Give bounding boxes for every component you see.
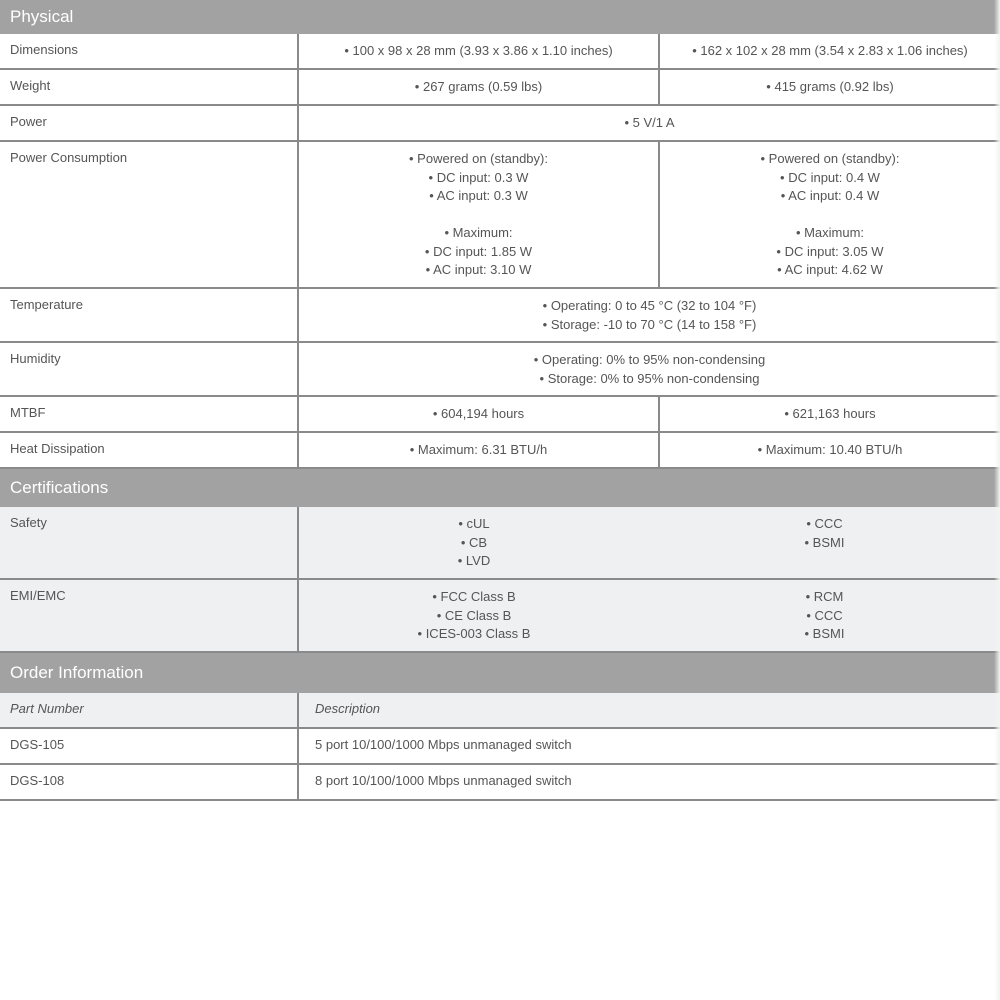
safety-b-line: • BSMI	[804, 534, 845, 550]
pc-b-line: • Maximum:	[795, 225, 865, 240]
pc-b-line: • DC input: 3.05 W	[776, 243, 884, 259]
power-consumption-b	[660, 142, 1000, 287]
temperature-line: • Operating: 0 to 45 °C (32 to 104 °F)	[542, 298, 757, 313]
emi-b-line: • BSMI	[804, 626, 845, 641]
power-row	[0, 106, 1000, 142]
order-title: Order Information	[10, 663, 144, 682]
humidity-label: Humidity	[0, 343, 299, 395]
pc-a-gap	[299, 206, 658, 225]
dimensions-row	[0, 34, 1000, 70]
pc-b-line: • AC input: 4.62 W	[777, 262, 883, 277]
power-consumption-a	[299, 142, 660, 287]
certifications-header	[0, 467, 1000, 507]
pc-a-line: • DC input: 1.85 W	[424, 243, 533, 259]
part-number: DGS-105	[0, 729, 299, 763]
heat-value-a: • Maximum: 6.31 BTU/h	[299, 433, 660, 467]
dimensions-value-b: • 162 x 102 x 28 mm (3.54 x 2.83 x 1.06 inches)	[692, 43, 968, 58]
dimensions-value-a: • 100 x 98 x 28 mm (3.93 x 3.86 x 1.10 inches)	[299, 34, 660, 68]
order-column-header	[0, 693, 1000, 729]
emi-a-line: • CE Class B	[436, 607, 512, 623]
heat-value-b: • Maximum: 10.40 BTU/h	[757, 442, 903, 457]
pc-b-line: • AC input: 0.4 W	[780, 188, 880, 203]
temperature-label: Temperature	[0, 289, 299, 341]
mtbf-row	[0, 397, 1000, 433]
pc-b-line: • Powered on (standby):	[760, 151, 900, 166]
physical-title: Physical	[10, 7, 74, 26]
safety-row	[0, 507, 1000, 580]
safety-a-line: • cUL	[458, 516, 490, 531]
physical-header	[0, 0, 1000, 34]
safety-a-line: • CB	[460, 534, 488, 550]
pc-a-line: • Powered on (standby):	[409, 151, 548, 166]
pc-b-line: • DC input: 0.4 W	[780, 169, 880, 185]
power-value: • 5 V/1 A	[624, 115, 675, 130]
emi-row	[0, 580, 1000, 653]
emi-b-line: • CCC	[806, 607, 843, 623]
pc-b-gap	[660, 206, 1000, 225]
part-description: 5 port 10/100/1000 Mbps unmanaged switch	[315, 737, 572, 752]
mtbf-value-a: • 604,194 hours	[299, 397, 660, 431]
safety-label: Safety	[0, 507, 299, 578]
safety-value-b	[649, 507, 1000, 578]
humidity-value	[299, 343, 1000, 395]
order-header	[0, 653, 1000, 693]
safety-b-line: • CCC	[806, 516, 843, 531]
dimensions-label: Dimensions	[0, 34, 299, 68]
safety-value-a	[299, 507, 649, 578]
emi-value-a	[299, 580, 649, 651]
description-heading: Description	[315, 701, 381, 716]
order-row	[0, 729, 1000, 765]
mtbf-label: MTBF	[0, 397, 299, 431]
heat-label: Heat Dissipation	[0, 433, 299, 467]
part-description: 8 port 10/100/1000 Mbps unmanaged switch	[315, 773, 572, 788]
weight-label: Weight	[0, 70, 299, 104]
pc-a-line: • Maximum:	[444, 225, 513, 240]
part-number: DGS-108	[0, 765, 299, 799]
emi-a-line: • FCC Class B	[432, 589, 516, 604]
part-number-heading: Part Number	[0, 693, 299, 727]
order-row	[0, 765, 1000, 801]
pc-a-line: • AC input: 0.3 W	[429, 188, 528, 203]
temperature-row	[0, 289, 1000, 343]
temperature-value	[299, 289, 1000, 341]
pc-a-line: • DC input: 0.3 W	[428, 169, 529, 185]
humidity-line: • Storage: 0% to 95% non-condensing	[539, 370, 760, 386]
power-consumption-label: Power Consumption	[0, 142, 299, 287]
weight-value-b: • 415 grams (0.92 lbs)	[766, 79, 894, 94]
power-label: Power	[0, 106, 299, 140]
power-consumption-row	[0, 142, 1000, 289]
emi-a-line: • ICES-003 Class B	[417, 626, 531, 641]
humidity-row	[0, 343, 1000, 397]
certifications-title: Certifications	[10, 478, 109, 497]
humidity-line: • Operating: 0% to 95% non-condensing	[533, 352, 766, 367]
weight-value-a: • 267 grams (0.59 lbs)	[299, 70, 660, 104]
page-edge-shadow	[994, 0, 1000, 1000]
safety-a-line: • LVD	[457, 553, 491, 568]
weight-row	[0, 70, 1000, 106]
temperature-line: • Storage: -10 to 70 °C (14 to 158 °F)	[542, 316, 757, 332]
emi-label: EMI/EMC	[0, 580, 299, 651]
emi-b-line: • RCM	[805, 589, 844, 604]
mtbf-value-b: • 621,163 hours	[784, 406, 876, 421]
heat-row	[0, 433, 1000, 467]
emi-value-b	[649, 580, 1000, 651]
pc-a-line: • AC input: 3.10 W	[425, 262, 532, 277]
